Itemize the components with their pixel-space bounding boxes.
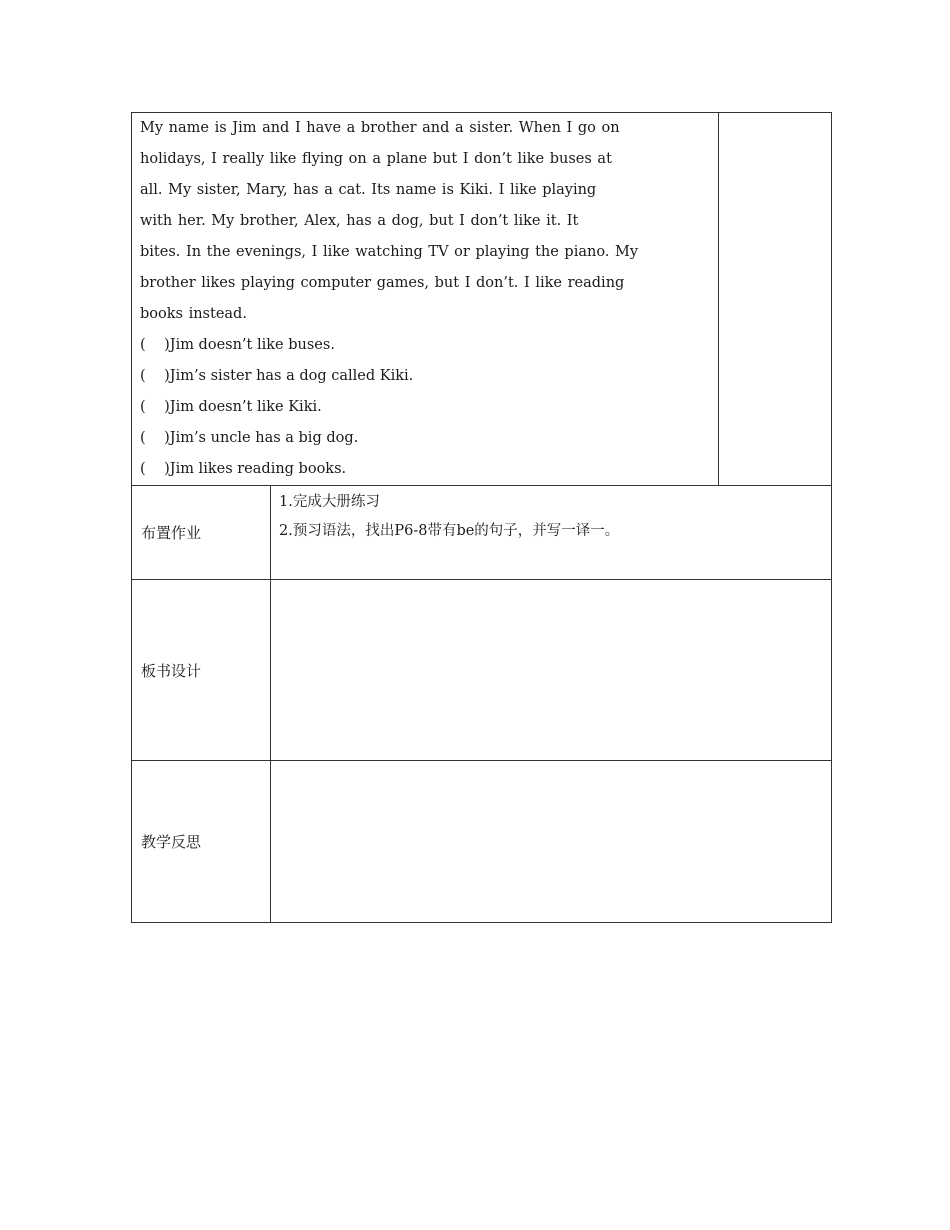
question-1: ( )Jim doesn’t like buses. bbox=[140, 337, 335, 353]
homework-content bbox=[271, 486, 832, 580]
passage-line: books instead. bbox=[140, 306, 247, 322]
reading-passage-cell bbox=[132, 113, 719, 486]
passage-line: all. My sister, Mary, has a cat. Its name is Kiki. I like playing bbox=[140, 182, 597, 198]
empty-side-cell bbox=[719, 113, 832, 486]
homework-label: 布置作业 bbox=[132, 486, 271, 580]
passage-line: holidays, I really like flying on a plane but I don’t like buses at bbox=[140, 151, 612, 167]
reflection-content bbox=[271, 761, 832, 923]
homework-row bbox=[132, 486, 832, 580]
board-design-label: 板书设计 bbox=[132, 580, 271, 761]
passage-line: with her. My brother, Alex, has a dog, but I don’t like it. It bbox=[140, 213, 579, 229]
homework-item-2: 2.预习语法，找出P6-8带有be的句子，并写一译一。 bbox=[279, 523, 620, 539]
reflection-row bbox=[132, 761, 832, 923]
passage-line: bites. In the evenings, I like watching TV or playing the piano. My bbox=[140, 244, 639, 260]
homework-item-1: 1.完成大册练习 bbox=[279, 494, 380, 510]
board-design-content bbox=[271, 580, 832, 761]
lesson-plan-table bbox=[131, 112, 832, 923]
question-2: ( )Jim’s sister has a dog called Kiki. bbox=[140, 368, 414, 384]
question-4: ( )Jim’s uncle has a big dog. bbox=[140, 430, 359, 446]
true-false-questions bbox=[140, 330, 712, 485]
passage-line: My name is Jim and I have a brother and a sister. When I go on bbox=[140, 120, 620, 136]
question-5: ( )Jim likes reading books. bbox=[140, 461, 347, 477]
board-design-row bbox=[132, 580, 832, 761]
reading-row bbox=[132, 113, 832, 486]
question-3: ( )Jim doesn’t like Kiki. bbox=[140, 399, 322, 415]
reading-passage bbox=[140, 113, 712, 330]
reflection-label: 教学反思 bbox=[132, 761, 271, 923]
passage-line: brother likes playing computer games, but I don’t. I like reading bbox=[140, 275, 625, 291]
